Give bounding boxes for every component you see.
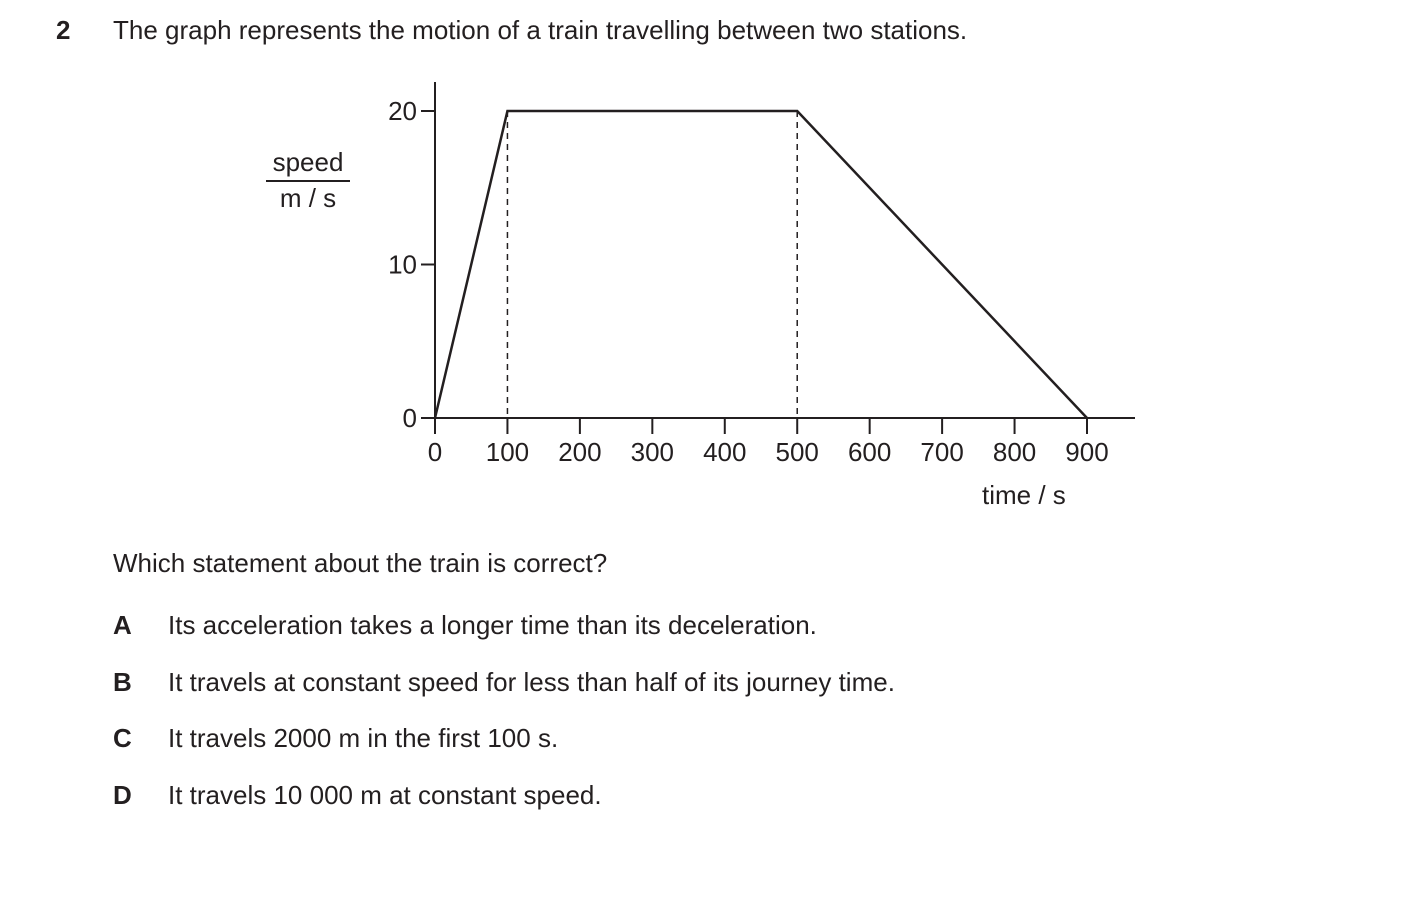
option-letter: B xyxy=(113,666,132,697)
option-letter: D xyxy=(113,779,132,810)
question-number: 2 xyxy=(56,15,71,45)
option-text: It travels at constant speed for less than half of its journey time. xyxy=(168,666,895,697)
x-tick-label: 700 xyxy=(920,437,964,467)
y-tick-label: 0 xyxy=(402,403,417,433)
option-letter: A xyxy=(113,610,132,640)
x-tick-label: 900 xyxy=(1065,437,1109,467)
question-stem: The graph represents the motion of a train travelling between two stations. xyxy=(113,15,968,45)
y-axis-label-unit: m / s xyxy=(279,183,337,213)
speed-time-line xyxy=(435,111,1087,418)
x-tick-label: 400 xyxy=(703,437,747,467)
x-tick-label: 300 xyxy=(630,437,675,467)
y-tick-label: 10 xyxy=(388,249,417,280)
x-tick-label: 600 xyxy=(847,437,892,467)
x-tick-label: 200 xyxy=(558,437,602,467)
option-letter: C xyxy=(113,723,132,753)
question-prompt: Which statement about the train is correct? xyxy=(113,548,608,578)
x-tick-label: 0 xyxy=(427,437,443,467)
x-tick-label: 500 xyxy=(775,437,819,467)
option-text: It travels 10 000 m at constant speed. xyxy=(168,779,602,810)
x-tick-label: 800 xyxy=(992,437,1037,467)
option-text: It travels 2000 m in the first 100 s. xyxy=(168,723,559,753)
option-text: Its acceleration takes a longer time than its deceleration. xyxy=(168,610,817,640)
y-tick-label: 20 xyxy=(388,96,417,126)
y-axis-label-quantity: speed xyxy=(272,147,344,177)
x-tick-label: 100 xyxy=(485,437,530,467)
x-axis-label: time / s xyxy=(982,480,1066,510)
